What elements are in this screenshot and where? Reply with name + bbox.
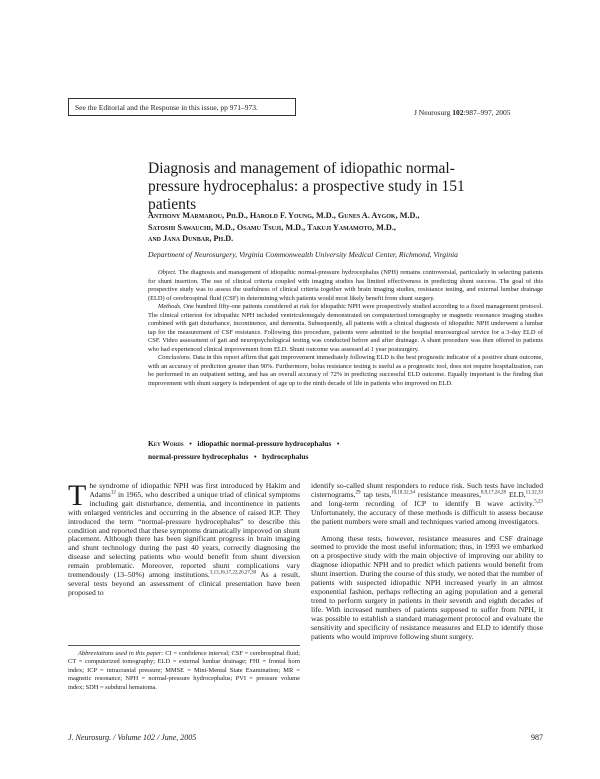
citation: 12: [110, 490, 116, 496]
body-text: resistance measures,: [414, 489, 482, 499]
body-text: tap tests,: [360, 489, 392, 499]
article-title: Diagnosis and management of idiopathic normal-pressure hydrocephalus: a prospective study in 151 patients: [148, 160, 465, 213]
abstract-conclusions-label: Conclusions.: [158, 354, 192, 361]
author-list: [148, 210, 538, 245]
abstract-object-label: Object.: [158, 269, 177, 276]
citation: 8,9,17,24,28: [481, 490, 507, 496]
abstract-conclusions: [148, 354, 543, 388]
abstract: [148, 269, 543, 388]
keyword-separator: •: [253, 452, 257, 461]
author-line-3: and Jana Dunbar, Ph.D.: [148, 234, 234, 243]
keyword-separator: •: [336, 439, 340, 448]
body-paragraph: Among these tests, however, resistance measures and CSF drainage seemed to provide the most useful information; thus, in 1993 we embarked on a prospective study with the main objective of improving our ability to diagnose idiopathic NPH and to predict which patients would benefit from shunt insertion. During the course of this study, we noted that the number of patients with suspected idiopathic NPH increased yearly in an almost exponential fashion, perhaps reflecting an aging population and a general trend to perform surgery in patients in their seventh and eighth decades of life. With increased numbers of patients supposed to suffer from NPH, it was possible to establish a standard management protocol and evaluate the sensitivity and specificity of resistance measures and ELD to identify those patients who would improve following shunt surgery.: [311, 533, 543, 641]
journal-pages: :987–997, 2005: [463, 108, 511, 117]
citation: 29: [355, 490, 361, 496]
keyword-item: idiopathic normal-pressure hydrocephalus: [197, 439, 332, 448]
keywords-label: Key Words: [148, 439, 184, 448]
intro-text-2: in 1965, who described a unique triad of clinical symptoms including gait disturbance, dementia, and incontinence in patients with enlarged ventricles and occurring in the absence of raised ICP. They introduced the term “normal-pressure hydrocephalus” to describe this condition and reported that these symptoms dramatically improved on shunt placement. Although there has been significant progress in brain imaging and shunt technology during the past 40 years, correctly diagnosing the disease and selecting patients who would benefit from shunt diversion remain problematic. Moreover, reported shunt complications vary tremendously (13–50%) among institutions.: [68, 489, 300, 580]
abstract-conclusions-text: Data in this report affirm that gait improvement immediately following ELD is the best prognostic indicator of a positive shunt outcome, with an accuracy of prediction greater than 90%. Furthermore, bolus resistance testing is useful as a prognostic tool, does not require hospitalization, can be performed in an outpatient setting, and has an overall accuracy of 72% in predicting successful ELD outcome. Equally important is the finding that improvement with shunt surgery is independent of age up to the ninth decade of life in patients who improved on ELD.: [148, 354, 543, 387]
editorial-note: [68, 98, 296, 116]
abstract-methods-label: Methods.: [158, 303, 182, 310]
author-line-1: Anthony Marmarou, Ph.D., Harold F. Young, M.D., Gunes A. Aygok, M.D.,: [148, 211, 420, 220]
citation: 3,13,16,17,22,26,27,30: [209, 570, 257, 576]
abstract-methods: [148, 303, 543, 354]
footer-citation: J. Neurosurg. / Volume 102 / June, 2005: [68, 733, 197, 742]
intro-paragraph: [68, 479, 300, 598]
body-text: Unfortunately, the accuracy of these methods is difficult to assess because the patient numbers were small and techniques varied among investigators.: [311, 507, 543, 526]
body-text: ELD,: [506, 489, 526, 499]
affiliation: Department of Neurosurgery, Virginia Commonwealth University Medical Center, Richmond, Virginia: [148, 250, 458, 259]
body-text: and long-term recording of ICP to identify B wave activity.: [311, 498, 535, 508]
abbreviations-footnote: [68, 650, 300, 692]
drop-cap: T: [68, 479, 87, 512]
intro-text-3: As a result, several tests beyond an assessment of clinical presentation have been proposed to: [68, 570, 300, 597]
page-number: 987: [531, 733, 543, 742]
body-text: identify so-called shunt responders to reduce risk. Such tests have included cisternograms,: [311, 481, 543, 499]
abstract-methods-text: One hundred fifty-one patients considered at risk for idiopathic NPH were prospectively studied according to a fixed management protocol. The clinical criterion for idiopathic NPH included ventriculomegaly demonstrated on computerized tomography or magnetic resonance imaging studies combined with gait disturbance, incontinence, and dementia. Subsequently, all patients with a clinical diagnosis of idiopathic NPH underwent a lumbar tap for the measurement of CSF resistance. Following this procedure, patients were admitted to the hospital neurosurgical service for a 3-day ELD of CSF. Video assessment of gait and neuropsychological testing was conducted before and after drainage. A shunt procedure was then offered to patients who had experienced clinical improvement from ELD. Shunt outcome was assessed at 1 year postsurgery.: [148, 303, 543, 353]
intro-text-1: he syndrome of idiopathic NPH was first introduced by Hakim and Adams: [89, 481, 300, 499]
footnote-divider: [68, 645, 300, 646]
footnote-text: CI = confidence interval; CSF = cerebrospinal fluid; CT = computerized tomography; ELD = external lumbar drainage; FHI = frontal horn index; ICP = intracranial pressure; MMSE = Mini-Mental State Examination; MR = magnetic resonance; NPH = normal-pressure hydrocephalus; PVI = pressure volume index; SDH = subdural hematoma.: [68, 650, 300, 691]
body-paragraph: [311, 482, 543, 527]
abstract-object-text: The diagnosis and management of idiopathic normal-pressure hydrocephalus (NPH) remains controversial, particularly in selecting patients for shunt insertion. The use of clinical criteria coupled with imaging studies has limited effectiveness in predicting shunt success. The goal of this prospective study was to assess the usefulness of clinical criteria together with brain imaging studies, resistance testing, and external lumbar drainage (ELD) of cerebrospinal fluid (CSF) in determining which patients would most likely benefit from shunt surgery.: [148, 269, 543, 302]
citation: 5,23: [534, 499, 543, 505]
keyword-separator: •: [189, 439, 192, 448]
editorial-note-text: See the Editorial and the Response in this issue, pp 971–973.: [75, 103, 258, 112]
journal-reference: [414, 108, 511, 117]
keyword-item: hydrocephalus: [262, 452, 309, 461]
keywords: [148, 437, 543, 463]
body-column-right: [311, 482, 543, 641]
journal-name: J Neurosurg: [414, 108, 451, 117]
author-line-2: Satoshi Sawauchi, M.D., Osamu Tsuji, M.D., Takuji Yamamoto, M.D.,: [148, 222, 396, 232]
citation: 10,18,32,34: [391, 490, 415, 496]
footnote-label: Abbreviations used in this paper:: [78, 650, 164, 657]
journal-volume: 102: [452, 108, 464, 117]
body-column-left: [68, 479, 300, 598]
citation: 11,32,33: [525, 490, 543, 496]
keyword-item: normal-pressure hydrocephalus: [148, 452, 249, 461]
abstract-object: [148, 269, 543, 303]
